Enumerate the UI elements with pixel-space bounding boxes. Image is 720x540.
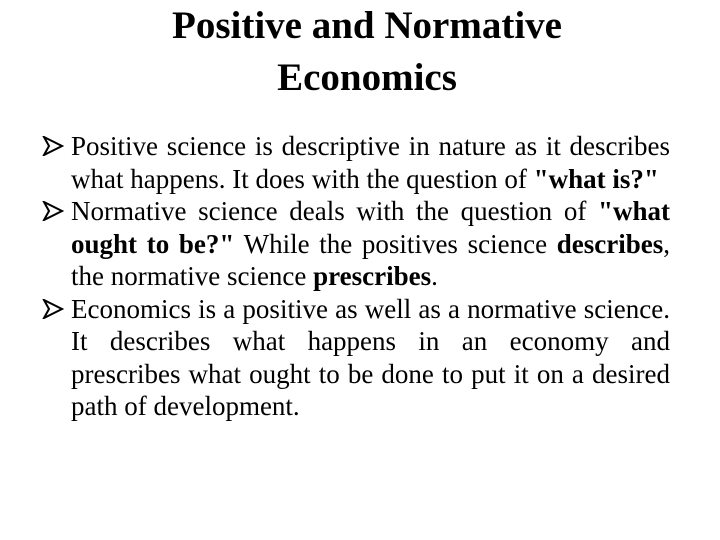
- bullet-text-bold-what-is: "what is?": [533, 163, 659, 194]
- slide-title-line-1: Positive and Normative: [172, 4, 562, 47]
- bullet-item-economics: [42, 293, 670, 423]
- bullet-text-part: Economics is a positive as well as a normative science. It describes what happens in an economy and prescribes what ought to be done to put it on a desired path of development.: [71, 293, 670, 421]
- bullet-text-part: Normative science deals with the question of: [71, 196, 598, 226]
- slide-title-line-2: Economics: [277, 56, 457, 99]
- slide-title: [40, 0, 694, 104]
- bullet-text-part: , the normative science: [71, 228, 670, 291]
- bullet-text-part: .: [431, 261, 438, 291]
- arrowhead-bullet-icon: [42, 201, 64, 221]
- bullet-item-normative-science: [42, 195, 670, 293]
- bullet-text-part: Positive science is descriptive in nature as it describes what happens. It does with the question of: [71, 131, 670, 194]
- bullet-text-bold-what-ought: "what ought to be?": [71, 196, 670, 259]
- bullet-text-bold-prescribes: prescribes: [313, 261, 432, 291]
- arrowhead-bullet-icon: [42, 136, 64, 156]
- bullet-text-bold-describes: describes: [556, 228, 664, 259]
- bullet-text-part: While the positives science: [234, 228, 557, 259]
- bullet-list: [42, 130, 670, 423]
- arrowhead-bullet-icon: [42, 299, 64, 319]
- bullet-item-positive-science: [42, 130, 670, 195]
